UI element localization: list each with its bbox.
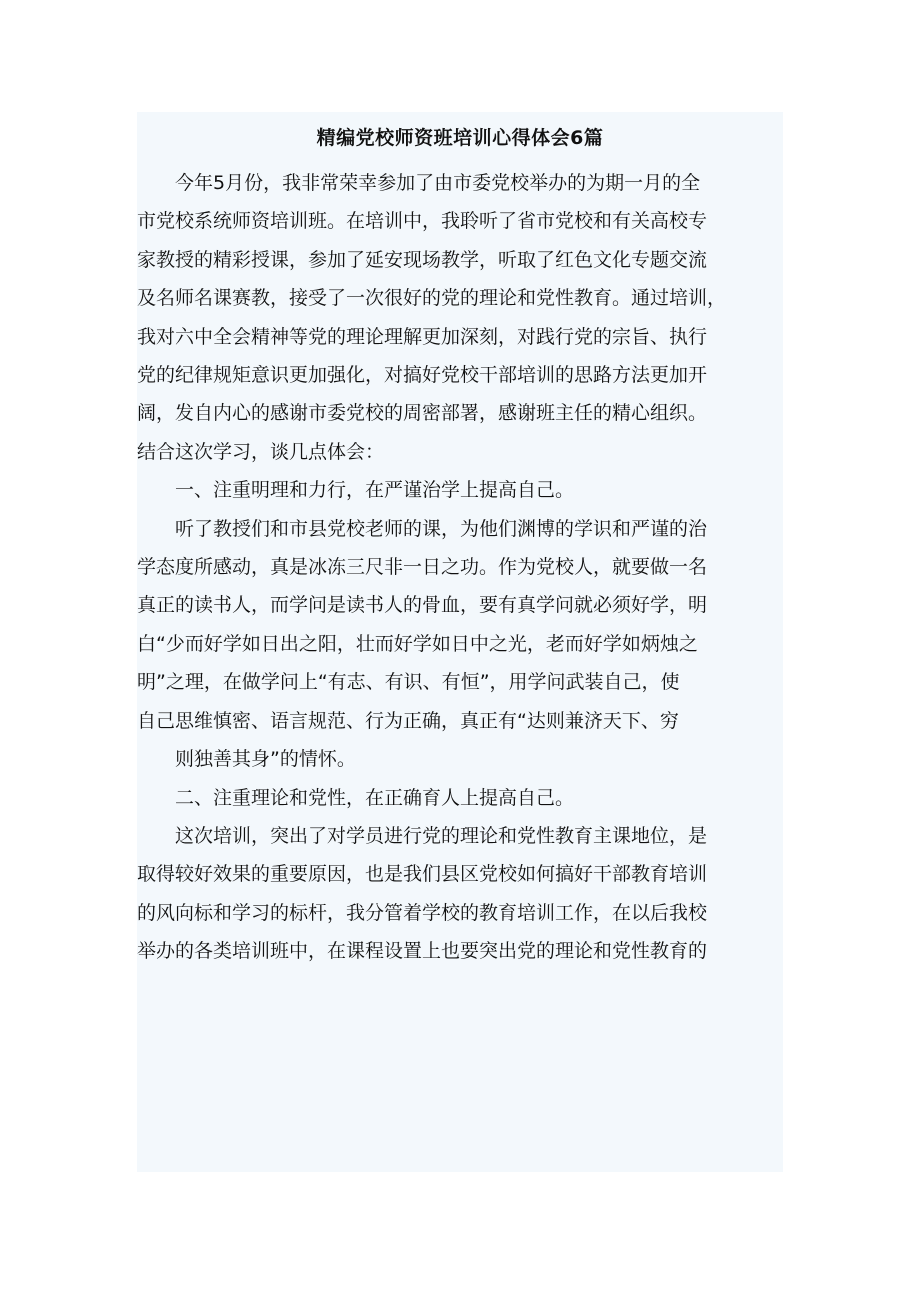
body-text-line: 白“少而好学如日出之阳，壮而好学如日中之光，老而好学如炳烛之 bbox=[137, 632, 698, 655]
body-text-line: 家教授的精彩授课，参加了延安现场教学，听取了红色文化专题交流 bbox=[137, 248, 708, 271]
body-text-line: 听了教授们和市县党校老师的课，为他们渊博的学识和严谨的治 bbox=[175, 517, 708, 540]
body-text-line: 我对六中全会精神等党的理论理解更加深刻，对践行党的宗旨、执行 bbox=[137, 325, 708, 348]
body-text-line: 二、注重理论和党性，在正确育人上提高自己。 bbox=[175, 786, 575, 809]
document-title: 精编党校师资班培训心得体会6篇 bbox=[316, 127, 604, 149]
body-text-line: 明”之理，在做学问上“有志、有识、有恒”，用学问武装自己，使 bbox=[137, 671, 680, 694]
body-text-line: 今年5月份，我非常荣幸参加了由市委党校举办的为期一月的全 bbox=[175, 172, 701, 194]
body-text-line: 一、注重明理和力行，在严谨治学上提高自己。 bbox=[175, 479, 575, 502]
body-text-line: 取得较好效果的重要原因，也是我们县区党校如何搞好干部教育培训 bbox=[137, 863, 708, 886]
body-text-line: 举办的各类培训班中，在课程设置上也要突出党的理论和党性教育的 bbox=[137, 940, 708, 963]
body-text-line: 自己思维慎密、语言规范、行为正确，真正有“达则兼济天下、穷 bbox=[137, 709, 679, 732]
body-text-line: 结合这次学习，谈几点体会： bbox=[137, 440, 385, 463]
document-page bbox=[137, 112, 783, 1172]
document-body bbox=[137, 164, 783, 971]
body-text-line: 党的纪律规矩意识更加强化，对搞好党校干部培训的思路方法更加开 bbox=[137, 364, 708, 387]
body-text-line: 及名师名课赛教，接受了一次很好的党的理论和党性教育。通过培训， bbox=[137, 287, 727, 310]
body-text-line: 阔，发自内心的感谢市委党校的周密部署，感谢班主任的精心组织。 bbox=[137, 402, 708, 425]
body-text-line: 这次培训，突出了对学员进行党的理论和党性教育主课地位，是 bbox=[175, 824, 708, 847]
body-text-line: 的风向标和学习的标杆，我分管着学校的教育培训工作，在以后我校 bbox=[137, 901, 708, 924]
body-text-line: 真正的读书人，而学问是读书人的骨血，要有真学问就必须好学，明 bbox=[137, 594, 708, 617]
body-text-line: 学态度所感动，真是冰冻三尺非一日之功。作为党校人，就要做一名 bbox=[137, 556, 708, 579]
body-text-line: 则独善其身”的情怀。 bbox=[175, 748, 356, 771]
body-text-line: 市党校系统师资培训班。在培训中，我聆听了省市党校和有关高校专 bbox=[137, 210, 708, 233]
